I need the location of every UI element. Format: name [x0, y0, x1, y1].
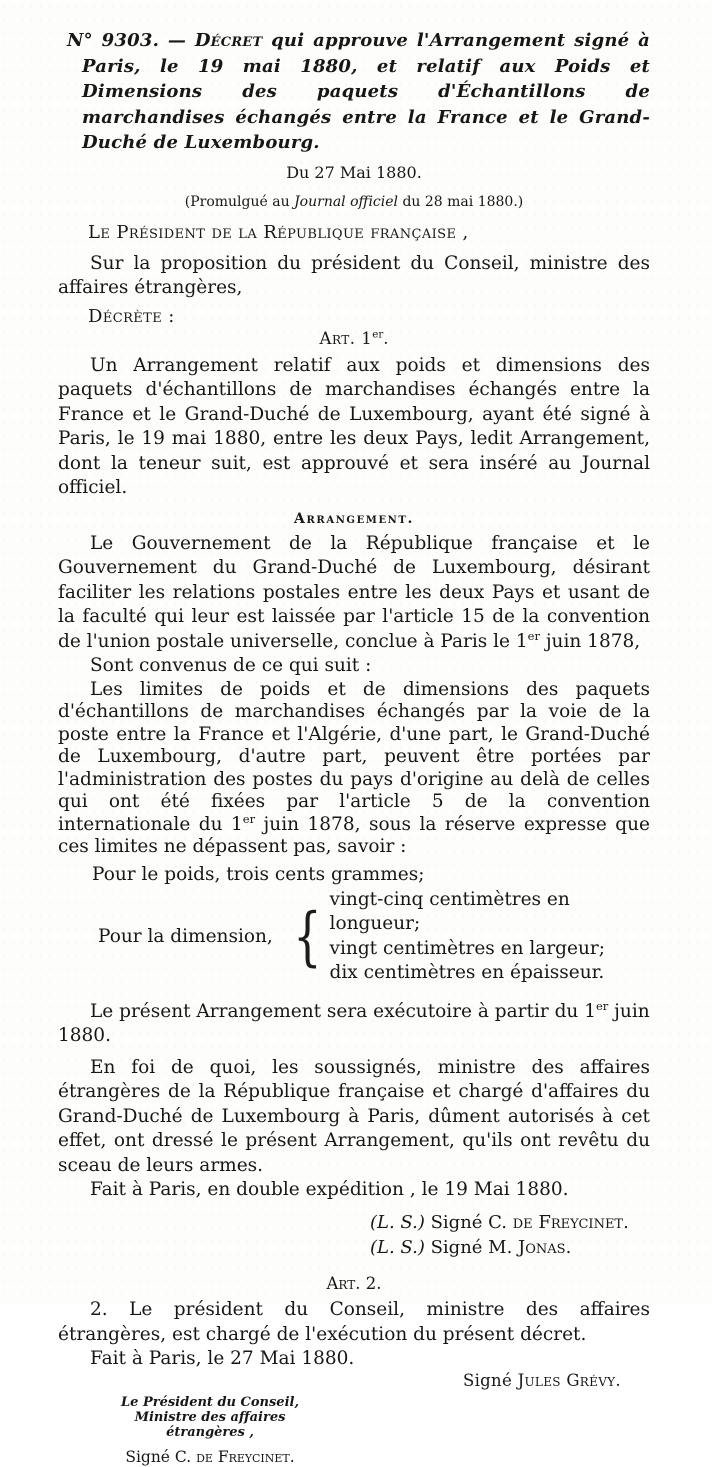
arrangement-signatures: [370, 1210, 650, 1260]
decree-word: Décret: [194, 30, 263, 51]
article-1-superscript: er: [372, 329, 384, 340]
signe-label: Signé M.: [424, 1237, 519, 1258]
foi-paragraph: En foi de quoi, les soussignés, ministre des affaires étrangères de la République française et chargé d'affaires du Grand-Duché de Luxembourg à Paris, dûment autorisés à cet effet, ont dressé le présent Arrangement, qu'ils ont revêtu du sceau de leurs armes.: [58, 1056, 650, 1176]
executoire-line: [58, 1000, 650, 1048]
seal-mark: (L. S.): [370, 1212, 425, 1233]
brace-glyph: {: [292, 899, 322, 974]
limits-superscript: er: [242, 811, 256, 826]
promulgation-note: [58, 194, 650, 211]
proposition-paragraph: Sur la proposition du président du Conseil, ministre des affaires étrangères,: [58, 252, 650, 298]
decree-title-text: qui approuve l'Arrangement signé à Paris, le 19 mai 1880, et relatif aux Poids et Dimensions des paquets d'Échantillons de marchandises échangés entre la France et le Grand-Duché de Luxembourg.: [82, 30, 650, 153]
text-column: [58, 28, 650, 1467]
dimension-clause: [98, 888, 650, 986]
dimension-item-length: vingt-cinq centimètres en longueur;: [329, 888, 570, 934]
seal-mark: (L. S.): [370, 1237, 425, 1258]
article-1-dot: .: [383, 328, 389, 348]
executoire-text: Le présent Arrangement sera exécutoire à partir du 1: [90, 1000, 596, 1022]
dimension-label: Pour la dimension,: [98, 926, 273, 947]
signer-name-freycinet: de Freycinet.: [512, 1212, 629, 1233]
counter-signer-title-2: Ministre des affaires étrangères ,: [134, 1410, 286, 1440]
signature-grevy: [463, 1371, 650, 1391]
signature-jonas-ls: [370, 1235, 650, 1260]
decree-dateline: Du 27 Mai 1880.: [286, 162, 422, 182]
counter-signature-line: [105, 1447, 315, 1467]
convenus-line: Sont convenus de ce qui suit :: [90, 655, 372, 676]
fait-paris-arrangement: Fait à Paris, en double expédition , le 19 Mai 1880.: [90, 1179, 569, 1200]
decree-number: N° 9303. —: [67, 30, 195, 51]
article-1-title: [58, 329, 650, 349]
promulgation-pre: (Promulgué au: [184, 193, 295, 210]
article-1-body: Un Arrangement relatif aux poids et dimensions des paquets d'échantillons de marchandises échangés entre la France et le Grand-Duché de Luxembourg, ayant été signé à Paris, le 19 mai 1880, entre les deux Pays, ledit Arrangement, dont la teneur suit, est approuvé et sera inséré au Journal officiel.: [58, 354, 650, 498]
signer-name-jonas: Jonas.: [518, 1237, 572, 1258]
article-2-body: 2. Le président du Conseil, ministre des affaires étrangères, est chargé de l'exécution du présent décret.: [58, 1299, 650, 1345]
president-salutation: Le Président de la République française ,: [88, 221, 469, 243]
decrete-line: Décrète :: [88, 305, 175, 327]
article-1-label: Art. 1: [319, 328, 373, 348]
arrangement-preamble: [58, 532, 650, 655]
executoire-date: juin 1880.: [58, 1000, 650, 1046]
arrangement-preamble-superscript: er: [527, 628, 540, 643]
dimension-item-width: vingt centimètres en largeur;: [329, 937, 605, 959]
limits-text: Les limites de poids et de dimensions des paquets d'échantillons de marchandises échangés par la voie de la poste entre la France et l'Algérie, d'une part, le Grand-Duché de Luxembourg, d'autre part, peuvent être portées par l'administration des postes du pays d'origine au delà de celles qui ont été fixées par l'article 5 de la convention internationale du 1: [58, 678, 650, 835]
executoire-superscript: er: [596, 998, 609, 1013]
counter-signature-block: [105, 1395, 315, 1467]
arrangement-preamble-date: juin 1878,: [539, 630, 641, 652]
signe-label: Signé C.: [125, 1448, 197, 1466]
promulgation-post: du 28 mai 1880.): [398, 193, 524, 210]
signe-label: Signé C.: [424, 1212, 513, 1233]
signer-name-freycinet: de Freycinet.: [196, 1448, 295, 1466]
signature-freycinet-ls: [370, 1210, 650, 1235]
journal-officiel-label: Journal officiel: [294, 193, 399, 210]
arrangement-preamble-text: Le Gouvernement de la République française et le Gouvernement du Grand-Duché de Luxembourg, désirant faciliter les relations postales entre les deux Pays et usant de la faculté qui leur est laissée par l'article 15 de la convention de l'union postale universelle, conclue à Paris le 1: [58, 532, 650, 652]
signe-label: Signé: [463, 1371, 518, 1390]
signer-name-grevy: Jules Grévy.: [517, 1371, 621, 1390]
counter-signer-title-1: Le Président du Conseil,: [121, 1395, 299, 1410]
dimension-items: [330, 888, 650, 986]
weight-limit-line: Pour le poids, trois cents grammes;: [92, 863, 425, 885]
article-2-title: Art. 2.: [326, 1274, 382, 1293]
decree-heading: [67, 28, 650, 156]
limits-text-end: juin 1878, sous la réserve expresse que ces limites ne dépassent pas, savoir :: [58, 813, 651, 857]
arrangement-title: Arrangement.: [294, 510, 414, 527]
limits-paragraph: [58, 679, 650, 859]
fait-paris-decree: Fait à Paris, le 27 Mai 1880.: [90, 1348, 355, 1369]
dimension-item-thickness: dix centimètres en épaisseur.: [329, 962, 605, 983]
